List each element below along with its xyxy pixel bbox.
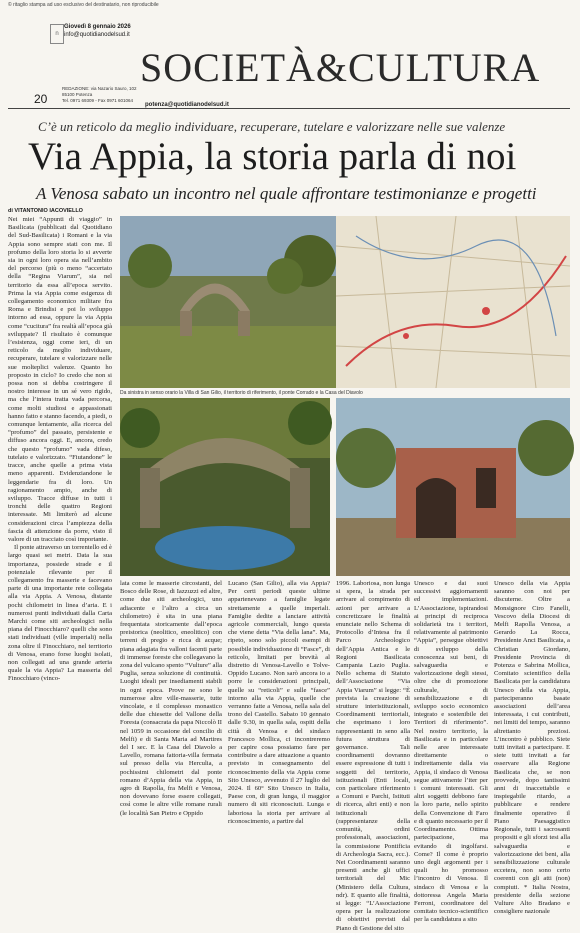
newspaper-logo-icon: n [50, 24, 64, 44]
article-column-1 [8, 216, 112, 871]
photo-caption: Da sinistra in senso orario la Villa di San Gilio, il territorio di riferimento, il ponte Corrado e la Casa del Diavolo [120, 390, 363, 396]
byline: di VITANTONIO IACOVIELLO [8, 208, 83, 214]
photo-casa-del-diavolo [336, 398, 570, 576]
redazione-line: REDAZIONE: via Nazario Sauro, 102 [62, 86, 137, 91]
top-note: © ritaglio stampa ad uso esclusivo del destinatario, non riproducibile [8, 2, 159, 8]
paragraph: Unesco e dai suoi successivi aggiornamenti ed implementazioni. L’Associazione, ispirandosi ai principi di reciproca solidarietà tra i territori, relativamente al patrimonio “Appia”, persegue obiettivi di sviluppo della conoscenza sui beni, di salvaguardia e valorizzazione degli stessi, oltre che di promozione culturale, di sensibilizzazione e di sviluppo socio economico integrato e sostenibile dei Territori di riferimento”. Nel nostro territorio, la Basilicata e in particolare nelle aree interessate direttamente o indirettamente dalla via Appia, il sindaco di Venosa segue attivamente l’iter per i comuni interessati. Gli altri soggetti debbono fare la loro parte, nello spirito della Convenzione di Faro e di quanto necessario per il Coordinamento. Ottima partecipazione, ma evitando di ingolfarsi. Come? Il come è proprio uno degli argomenti per i quali ho promosso l’incontro di Venosa. Il sindaco di Venosa e la dottoressa Angela Maria Ferroni, coordinatore del comitato tecnico-scientifico per la candidatura a sito [414, 580, 488, 924]
page-number: 20 [34, 92, 48, 106]
paragraph: Lucano (San Gilio), alla via Appia? Per certi periodi queste ultime appartenevano a famiglie legate strettamente a quelle imperiali. Famiglie dedite a lanciare attività agricole commerciali, lungo questa che viene detta “Via della lana”. Ma, ripeto, sono solo piccoli esempi di possibile individuazione di “Fasce”, di reticolo, limitati per brevità al distretto di Venosa-Lavello e Tolve-Oppido Lucano. Non sarò ancora io a porre le considerazioni principali, quelle su “reticoli” e sulle “fasce” intorno alla via Appia, quelle che verranno fatte a Venosa, nella sala del trono del Castello. Sabato 10 gennaio dalle 9.30, in quella sala, ospiti della città di Venosa e del sindaco Francesco Mollica, ci incontreremo per capire cosa possiamo fare per contribuire a dare attuazione a quanto previsto in consegnamento del riconoscimento della via Appia come Sito Unesco, avvenuto il 27 luglio del 2024. Il 60° Sito Unesco in Italia, Paese con, di gran lunga, il maggior numero di siti riconosciuti. Lunga e laboriosa la storia per arrivare al riconoscimento, a partire dal [228, 580, 330, 825]
paragraph: Il ponte attraverso un torrentello ed è largo quasi sei metri. Data la sua importanza, possiede strade e il potenziale rilevante per il collegamento fra masserie e facevano parte di una importante rete collegata alla via Appia. A Venosa, distante pochi chilometri in linea d’aria. E i numerosi punti individuati dalla Carta Marchi come siti archeologici nella piana del Finocchiaro? quelli che sono stati individuati (ville imperiali) nella zona oltre il Finocchiaro, nel territorio di Venosa, erano forse luoghi isolati, non collegati ad una grande arteria quale la via Appia? La masseria del Finocchiaro (vinco- [8, 544, 112, 683]
paragraph: lata come le masserie circostanti, del Bosco delle Rose, di Iazzuzzi ed altre, come due siti archeologici, uno adiacente e l’altro a circa un chilometro) è sita in una piana frequentata storicamente dall’epoca preistorica (neolitico, eneolitico) con terreni di pregio e ricca di acque; piana adagiata fra valloni facenti parte di immense foreste che collegavano la zona del vulcano spento “Vulture” alla Puglia, senza soluzione di continuità. Luoghi ideali per insediamenti stabili in ogni epoca. Prove ne sono le numerose altre ville-masserie, tutte vincolate, e il complesso monastico delle due chiesette del Vallone della Foresta (consacrata da papa Niccolò II nel 1059 in occasione del concilio di Melfi) e di Santa Maria ad Martires del I sec. E la Casa del Diavolo a Lavello, romana fattoria-villa fermata sul presso della via Herculia, a pochissimi chilometri dal ponte romano d’Appia della via Appia, in agro di Rapolla, fra Melfi e Venosa, non dovevano forse essere collegati, così come le altre ville romane rurali (le località San Pietro e Oppido [120, 580, 222, 817]
redazione-line: 85100 Potenza [62, 92, 93, 97]
photo-territorio-map [336, 216, 570, 388]
paragraph: Unesco della via Appia saranno con noi per discuterne. Oltre a Monsignore Ciro Fanelli, Vescovo della Diocesi di Melfi Rapolla Venosa, a Gerardo La Rocca, Presidente Anci Basilicata, a Christian Giordano, Presidente Provincia di Potenza e Sabrina Mollica, Comitato scientifico della Basilicata per la candidatura Unesco della via Appia, parteciperanno basate associazioni dell’area interessata, i cui contributi, nei limiti del tempo, saranno altrettanto preziosi. L’incontro è pubblico. Siete tutti invitati a partecipare. E siete tutti invitati a far osservare alla Regione Basilicata che, se non provvede, dopo tantissimi anni di inaccettabile e inspiegabile ritardo, a pubblicare e rendere finalmente operativo il Piano Paesaggistico Regionale, tutti i sacrosanti propositi e gli sforzi tesi alla salvaguardia e valorizzazione dei beni, alla sensibilizzazione culturale eccetera, non sono certo coerenti con gli atti (non) compiuti. * Italia Nostra, presidente della sezione Vulture Alto Bradano e consigliere nazionale [494, 580, 570, 916]
article-column-5 [414, 580, 488, 924]
photo-villa-san-gilio [120, 216, 336, 388]
masthead-divider [8, 108, 570, 109]
article-column-2 [120, 580, 222, 872]
issue-date: Giovedì 8 gennaio 2026 [64, 24, 131, 30]
article-headline: Via Appia, la storia parla di noi [28, 135, 517, 178]
article-subhead: A Venosa sabato un incontro nel quale affrontare testimonianze e progetti [36, 184, 537, 203]
redazione-info [62, 86, 137, 104]
article-kicker: C’è un reticolo da meglio individuare, recuperare, tutelare e valorizzare nelle sue valenze [38, 119, 506, 134]
section-title: SOCIETÀ&CULTURA [140, 45, 541, 90]
photo-ponte-corrado [120, 398, 330, 576]
paragraph: Nei miei “Appunti di viaggio” in Basilicata (pubblicati dal Quotidiano del Sud-Basilicata) i Romani e la via Appia sono sempre stati con me. Il profumo della loro storia lo si avverte sia in ogni loro opera sia nell’ambito del percorso (più o meno “accertato della “Regina Viarum”, sia nel territorio da essa all’epoca servito. Prima la via Appia come esigenza di collegamento economico militare fra Roma e Brindisi e poi lo sviluppo intorno ad essa, oppure la via Appia come “cucitura” fra realtà all’epoca già sviluppate? Il risultato è comunque l’esistenza, oggi come ieri, di un reticolo da meglio individuare, recuperare, tutelare e valorizzare nelle sue molteplici valenze. Quanto ho proposto in ciclo? Io credo che non si possa non si debba costringere il nostro interesse in un sé vero rigido, ma che l’intera tratta vada percorsa, come molti studiosi e appassionati hanno fatto e stanno facendo, a piedi, o comunque lentamente, alla ricerca del “profumo” del passato, persistente e diffuso ancora oggi. E, ancora, credo che questo “profumo” vada difeso, tutelato e valorizzato. “Fiutandone” le tracce, anche quelle a prima vista meno apparenti. Evidenziandone le leggendarie fra di loro. Un ragionamento ampio, anche di sviluppo. Tracce diffuse in tutti i tronchi delle quattro Regioni interessate. Mi limiterò ad alcune considerazioni circa l’ampiezza della fascia di attenzione da porre, visto il valore di un tracciato così importante. [8, 216, 112, 543]
paragraph: 1996. Laboriosa, non lunga si spera, la strada per arrivare al compimento di azioni per arrivare a concretizzare le finalità enunciate nello Schema di Protocollo d’Intesa fra il Parco Archeologico dell’Appia Antica e le Regioni Basilicata Campania Lazio Puglia. Nello schema di Statuto dell’Associazione “Via Appia Viarum” si legge: “È prevista la creazione di strutture interistituzionali, Coordinamenti territoriali, che esprimano i loro rappresentanti in seno alla futura struttura di governance. Tali coordinamenti dovranno essere espressione di tutti i soggetti del territorio, istituzionali (Enti locali, con particolare riferimento a Comuni e Parchi, Istituti di ricerca, altri enti) e non istituzionali (rappresentanze della comunità, ordini professionali, associazioni, la commissione Pontificia di Archeologia Sacra, ecc.). Nei Coordinamenti saranno presenti anche gli uffici territoriali del Mic (Ministero della Cultura, ndr). E quanto alle finalità, si legge: “L’Associazione opera per la realizzazione di obiettivi previsti dal Piano di Gestione del sito [336, 580, 410, 932]
article-column-4 [336, 580, 410, 932]
article-column-6 [494, 580, 570, 916]
redazione-line: Tel. 0971 69309 - Fax 0971 601064 [62, 98, 134, 103]
masthead-email: info@quotidianodelsud.it [64, 32, 130, 38]
contact-email: potenza@quotidianodelsud.it [145, 102, 229, 108]
article-column-3 [228, 580, 330, 872]
